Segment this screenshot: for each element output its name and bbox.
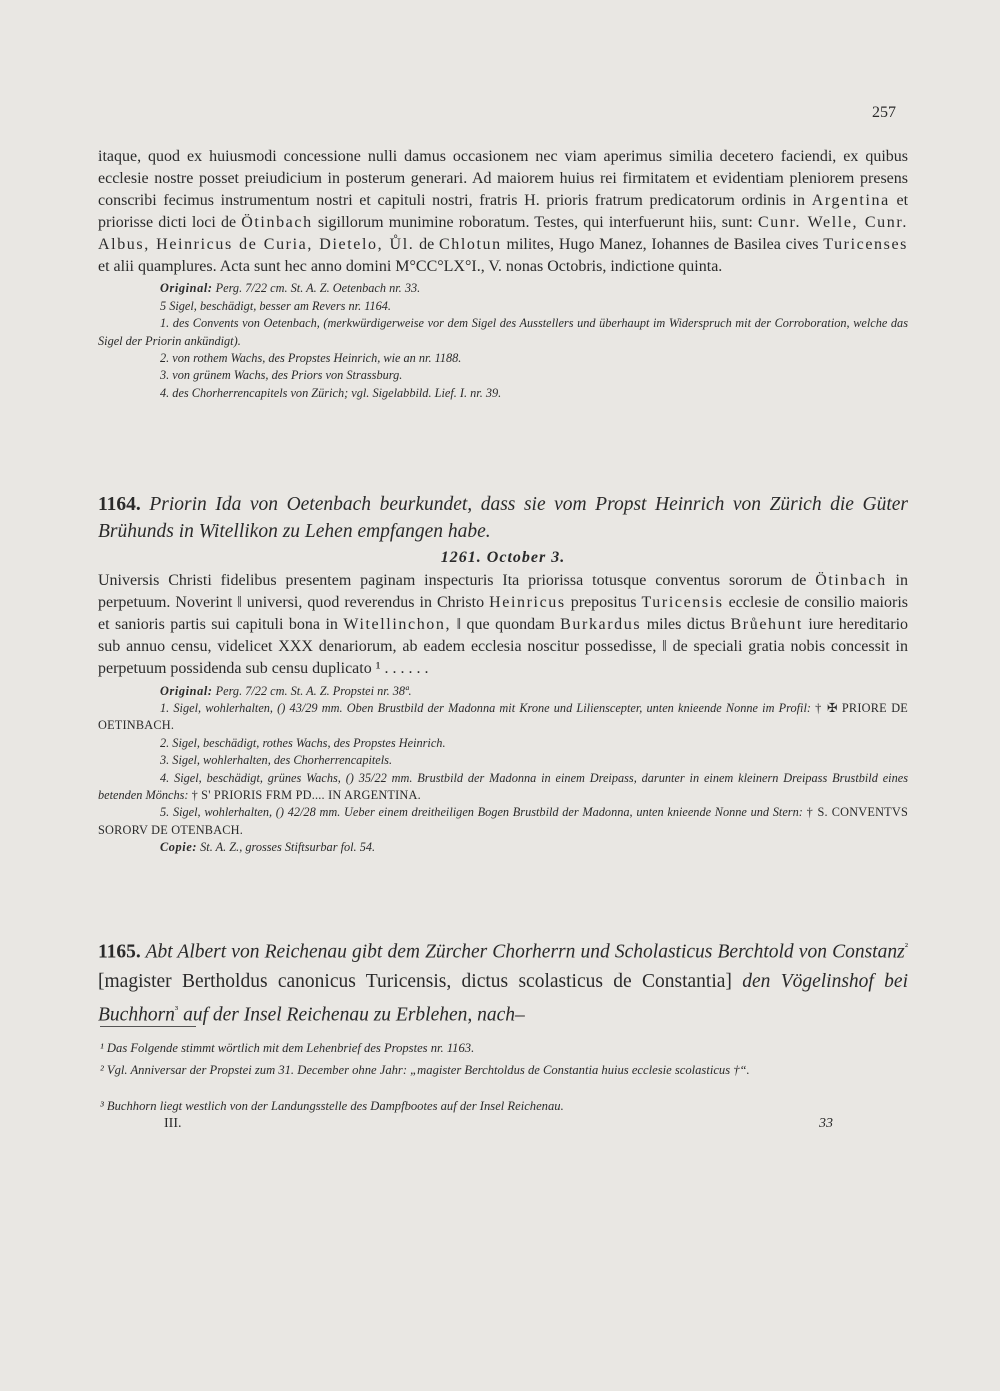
footnote-3: ³ Buchhorn liegt westlich von der Landungsstelle des Dampfbootes auf der Insel Reichenau.: [100, 1099, 564, 1113]
seal-notes: [98, 683, 908, 857]
document-heading: 1165. Abt Albert von Reichenau gibt dem Zürcher Chorherrn und Scholasticus Berchtold von Constanz$^{^2}$ [magister Bertholdus canonicus Turicensis, dictus scolasticus de Constantia] den Vögelinshof bei Buchhorn$^{^3}$ auf der Insel Reichenau zu Erblehen, nach–: [98, 941, 908, 1025]
document-date: 1261. October 3.: [440, 549, 566, 566]
seal-note: 5. Sigel, wohlerhalten, () 42/28 mm. Ueber einem dreitheiligen Bogen Brustbild der Madonna, unten knieende Nonne und Stern: † S. CONVENTVS SORORV DE OTENBACH.: [98, 805, 908, 837]
document-1164: [98, 491, 908, 857]
seal-notes: [98, 280, 908, 402]
copie-note: Copie: St. A. Z., grosses Stiftsurbar fol. 54.: [160, 840, 376, 855]
body-paragraph: Universis Christi fidelibus presentem paginam inspecturis Ita priorissa totusque conventus sororum de Ötinbach in perpetuum. Noverint ‖ universi, quod reverendus in Christo Heinricus prepositus Turicensis ecclesie de consilio maioris et sanioris partis sui capituli bona in Witellinchon, ‖ que quondam Burkardus miles dictus Brůehunt iure hereditario sub annuo censu, videlicet XXX denariorum, ab eadem ecclesia noscitur possedisse, ‖ de speciali gratia nobis concessit in perpetuum possidenda sub censu duplicato ¹ . . . . . .: [98, 572, 909, 677]
original-note: Original: Perg. 7/22 cm. St. A. Z. Oetenbach nr. 33.: [160, 281, 421, 296]
seal-note: 5 Sigel, beschädigt, besser am Revers nr. 1164.: [160, 298, 391, 313]
original-note: Original: Perg. 7/22 cm. St. A. Z. Propstei nr. 38ª.: [160, 683, 412, 698]
footnote-rule: [100, 1026, 196, 1027]
page-number: 257: [872, 104, 896, 121]
seal-note: 3. Sigel, wohlerhalten, des Chorherrencapitels.: [160, 753, 393, 768]
body-paragraph: itaque, quod ex huiusmodi concessione nulli damus occasionem nec viam aperimus similia decetero faciendi, ex quibus ecclesie nostre posset preiudicium in posterum generari. Ad maiorem huius rei firmitatem et evidentiam pleniorem presens conscribi fecimus instrumentum nostri et capituli nostri, fratris H. prioris fratrum predicatorum ordinis in Argentina et priorisse dicti loci de Ötinbach sigillorum munimine roboratum. Testes, qui interfuerunt hiis, sunt: Cunr. Welle, Cunr. Albus, Heinricus de Curia, Dietelo, Ůl. de Chlotun milites, Hugo Manez, Iohannes de Basilea cives Turicenses et alii quamplures. Acta sunt hec anno domini M°CC°LX°I., V. nonas Octobris, indictione quinta.: [98, 148, 909, 275]
footnote-2: ² Vgl. Anniversar der Propstei zum 31. December ohne Jahr: „magister Berchtoldus de Constantia huius ecclesie scolasticus †“.: [100, 1063, 750, 1077]
volume-signature: III.: [164, 1116, 182, 1131]
seal-note: 4. Sigel, beschädigt, grünes Wachs, () 35/22 mm. Brustbild der Madonna in einem Dreipass, darunter in einem kleinern Dreipass Brustbild eines betenden Mönchs: † S' PRIORIS FRM PD.... IN ARGENTINA.: [98, 770, 908, 802]
seal-note: 1. Sigel, wohlerhalten, () 43/29 mm. Oben Brustbild der Madonna mit Krone und Lilienscepter, unten knieende Nonne im Profil: † ✠ PRIORE DE OETINBACH.: [98, 700, 908, 733]
seal-note: 3. von grünem Wachs, des Priors von Strassburg.: [160, 368, 403, 383]
document-1165: [98, 933, 908, 1029]
seal-note: 2. von rothem Wachs, des Propstes Heinrich, wie an nr. 1188.: [160, 351, 462, 366]
seal-note: 1. des Convents von Oetenbach, (merkwürdigerweise vor dem Sigel des Ausstellers und überhaupt im Widerspruch mit der Corroboration, welche das Sigel der Priorin ankündigt).: [98, 316, 908, 348]
footnote-1: ¹ Das Folgende stimmt wörtlich mit dem Lehenbrief des Propstes nr. 1163.: [100, 1041, 475, 1055]
sheet-signature: 33: [819, 1116, 833, 1131]
document-1163-continuation: [98, 146, 908, 402]
seal-note: 2. Sigel, beschädigt, rothes Wachs, des Propstes Heinrich.: [160, 735, 446, 750]
document-heading: 1164. Priorin Ida von Oetenbach beurkundet, dass sie vom Propst Heinrich von Zürich die Güter Brühunds in Witellikon zu Lehen empfangen habe.: [98, 494, 908, 542]
seal-note: 4. des Chorherrencapitels von Zürich; vgl. Sigelabbild. Lief. I. nr. 39.: [160, 385, 502, 400]
